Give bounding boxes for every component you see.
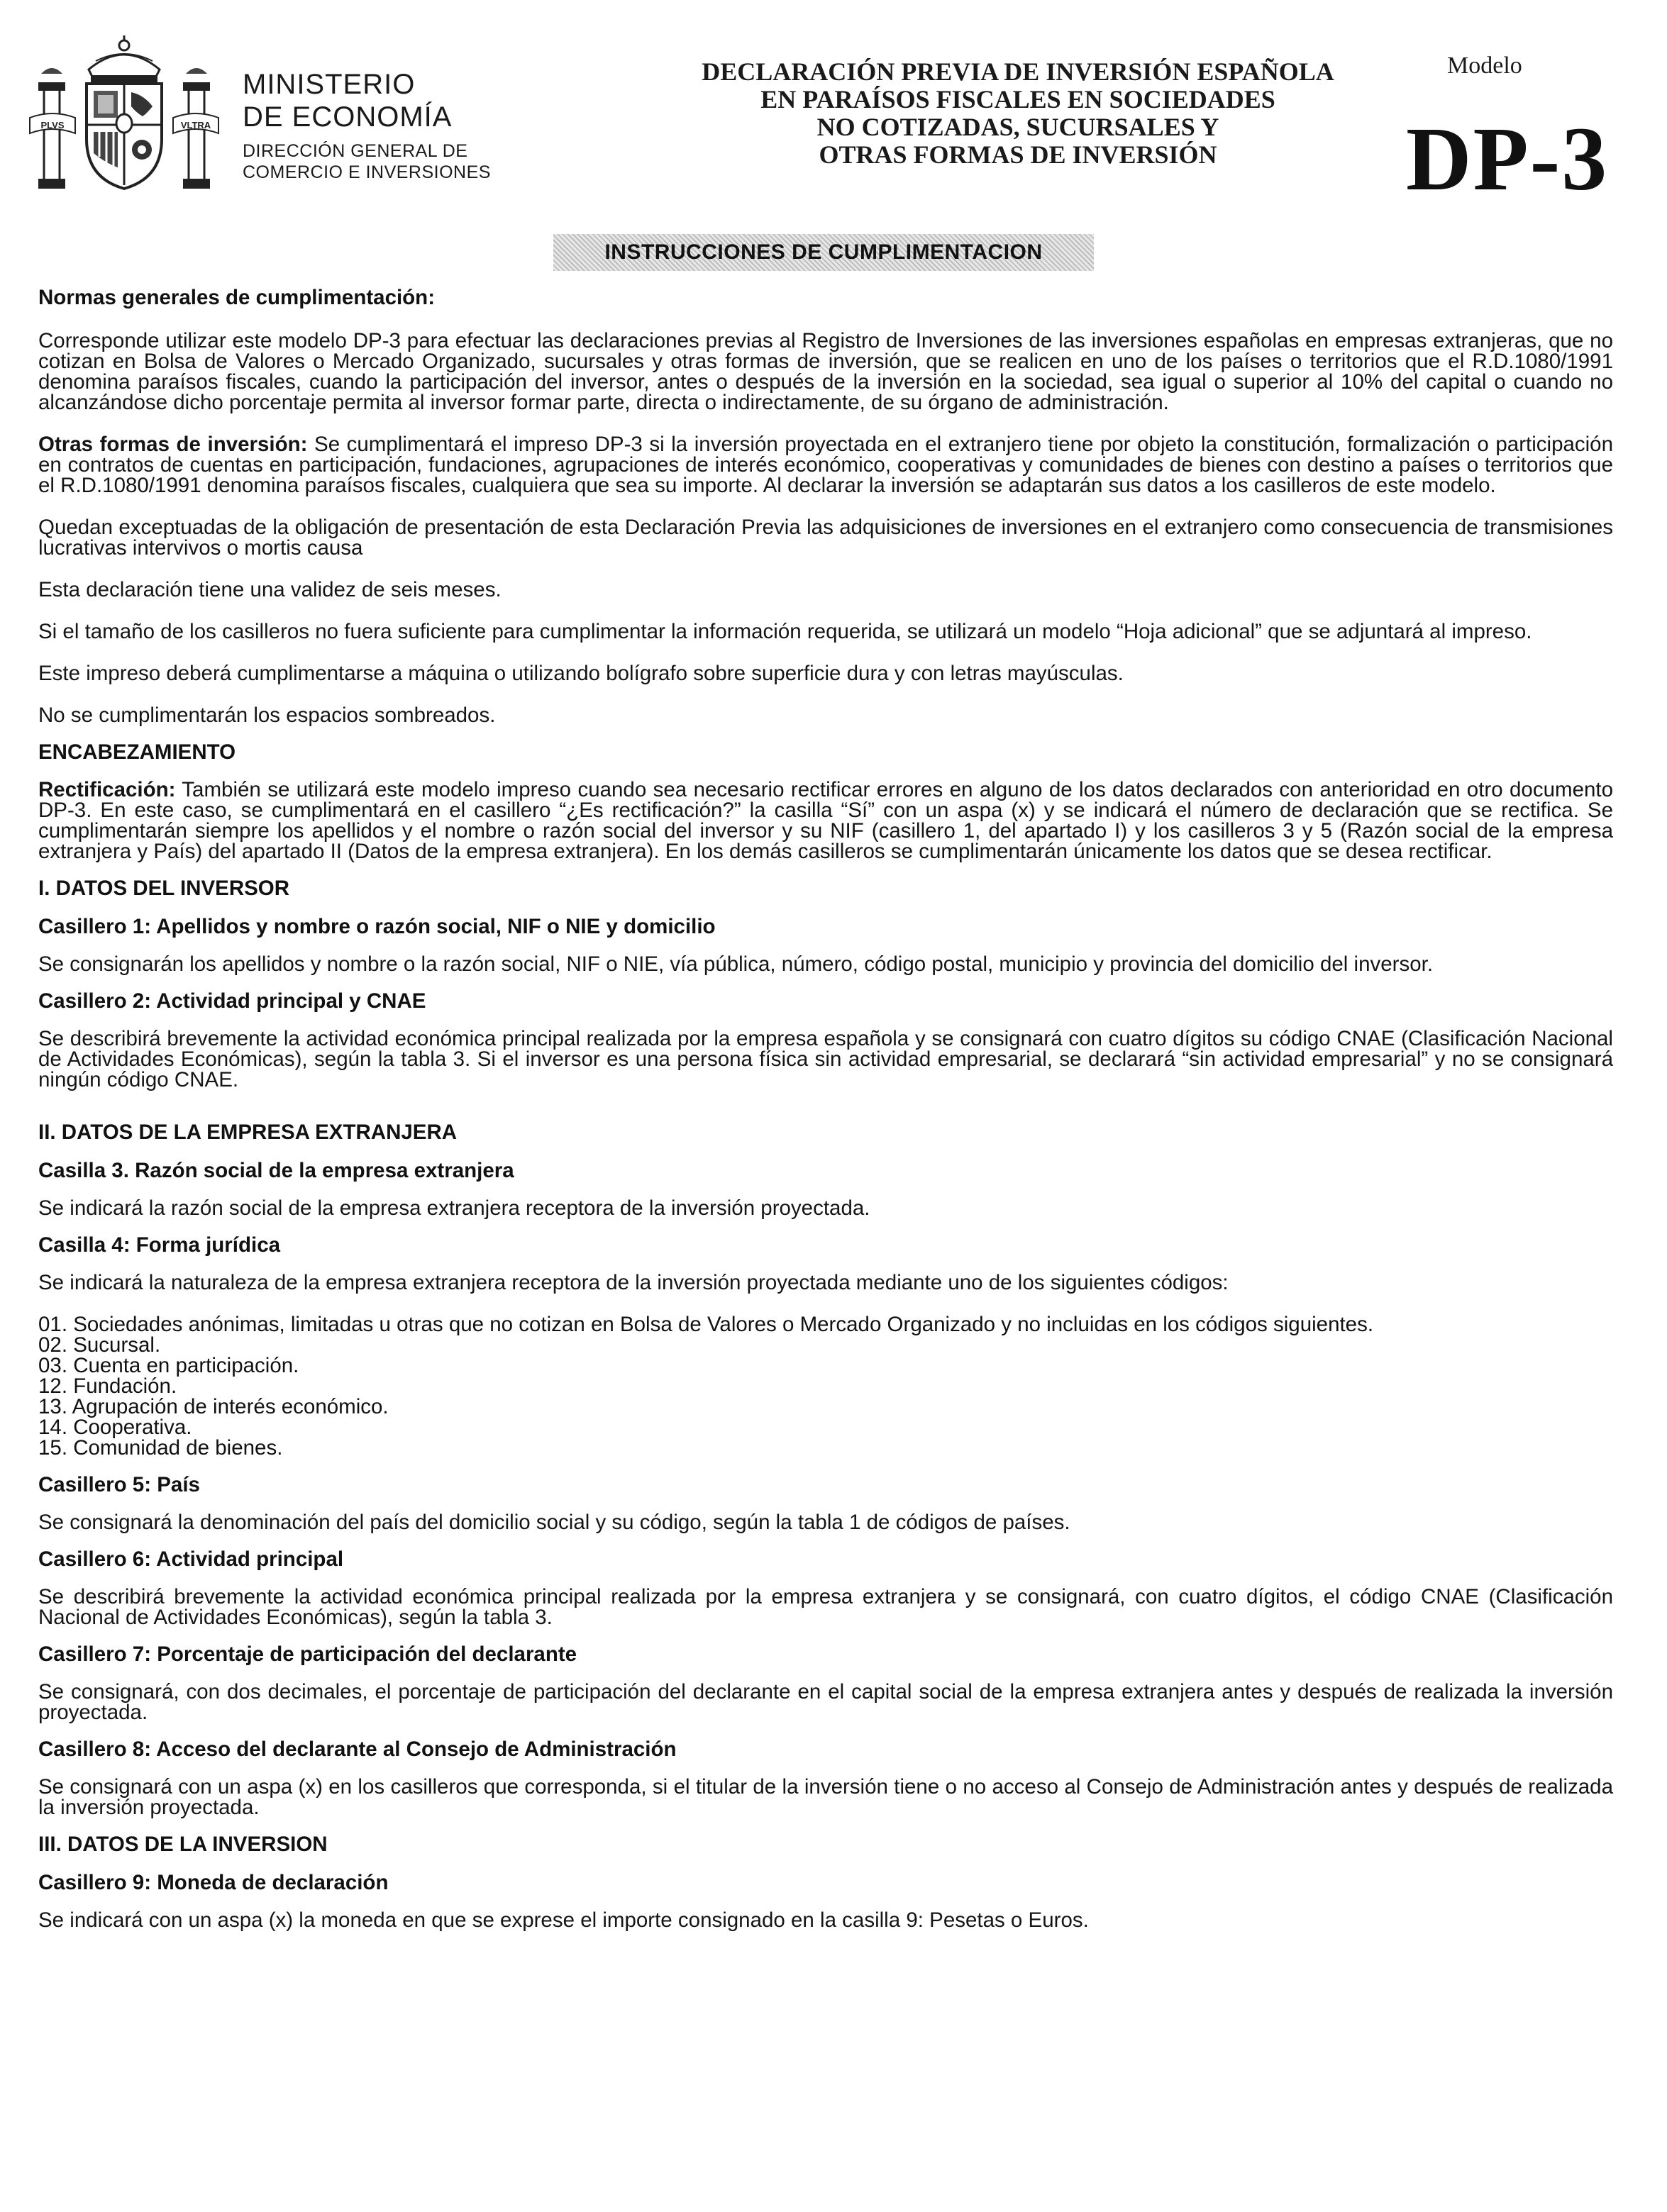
list-item: 13. Agrupación de interés económico. [38, 1395, 389, 1418]
section-2-heading: II. DATOS DE LA EMPRESA EXTRANJERA [38, 1121, 458, 1144]
modelo-label: Modelo [1447, 52, 1522, 79]
general-paragraph-2 [38, 434, 1613, 496]
casillero-6-text: Se describirá brevemente la actividad económica principal realizada por la empresa extranjera y se consignará, con cuatro dígitos, el código CNAE (Clasificación Nacional de Actividades Económicas), según la tabla 3. [38, 1585, 1613, 1629]
instructions-title: INSTRUCCIONES DE CUMPLIMENTACION [604, 240, 1043, 264]
general-paragraph-7: No se cumplimentarán los espacios sombreados. [38, 704, 496, 727]
modelo-code: DP-3 [1406, 109, 1609, 209]
section-1-heading: I. DATOS DEL INVERSOR [38, 877, 290, 900]
casilla-3-heading: Casilla 3. Razón social de la empresa extranjera [38, 1159, 514, 1182]
casillero-7-heading: Casillero 7: Porcentaje de participación del declarante [38, 1643, 577, 1666]
casillero-1-text: Se consignarán los apellidos y nombre o la razón social, NIF o NIE, vía pública, número, código postal, municipio y provincia del domicilio del inversor. [38, 952, 1434, 976]
ministry-line-2: DE ECONOMÍA [243, 101, 453, 133]
document-header [0, 0, 1667, 234]
legal-form-code-list [38, 1314, 1613, 1458]
casillero-1-heading: Casillero 1: Apellidos y nombre o razón social, NIF o NIE y domicilio [38, 915, 716, 938]
general-paragraph-1: Corresponde utilizar este modelo DP-3 para efectuar las declaraciones previas al Registro de Inversiones de las inversiones españolas en empresas extranjeras, que no cotizan en Bolsa de Valores o Mercado Organizado, sucursales y otras formas de inversión, que se realicen en uno de los países o territorios que el R.D.1080/1991 denomina paraísos fiscales, cuando la participación del inversor, antes o después de la inversión en la sociedad, sea igual o superior al 10% del capital o cuando no alcanzándose dicho porcentaje permita al inversor formar parte, directa o indirectamente, de su órgano de administración. [38, 329, 1613, 414]
casillero-8-heading: Casillero 8: Acceso del declarante al Consejo de Administración [38, 1738, 677, 1761]
document-title [560, 58, 1475, 169]
rectificacion-lead: Rectificación: [38, 778, 176, 801]
title-line: OTRAS FORMAS DE INVERSIÓN [819, 140, 1217, 169]
list-item: 03. Cuenta en participación. [38, 1354, 299, 1377]
directorate-line-2: COMERCIO E INVERSIONES [243, 162, 491, 182]
directorate-line-1: DIRECCIÓN GENERAL DE [243, 141, 468, 161]
list-item: 14. Cooperativa. [38, 1416, 192, 1439]
casillero-2-heading: Casillero 2: Actividad principal y CNAE [38, 989, 426, 1013]
other-forms-text: Se cumplimentará el impreso DP-3 si la inversión proyectada en el extranjero tiene por objeto la constitución, formalización o participación en contratos de cuentas en participación, fundaciones, agrupaciones de interés económico, cooperativas y comunidades de bienes con destino a países o territorios que el R.D.1080/1991 denomina paraísos fiscales, cualquiera que sea su importe. Al declarar la inversión se adaptarán sus datos a los casilleros de este modelo. [38, 433, 1613, 497]
title-line: NO COTIZADAS, SUCURSALES Y [816, 113, 1219, 141]
ministry-line-1: MINISTERIO [243, 69, 416, 100]
general-paragraph-3: Quedan exceptuadas de la obligación de presentación de esta Declaración Previa las adquisiciones de inversiones en el extranjero como consecuencia de transmisiones lucrativas intervivos o mortis causa [38, 516, 1613, 560]
banner-text-left: PLVS [40, 120, 65, 130]
casillero-2-text: Se describirá brevemente la actividad económica principal realizada por la empresa española y se consignará con cuatro dígitos su código CNAE (Clasificación Nacional de Actividades Económicas), según la tabla 3. Si el inversor es una persona física sin actividad empresarial, se declarará “sin actividad empresarial” y no se consignará ningún código CNAE. [38, 1027, 1613, 1091]
casilla-3-text: Se indicará la razón social de la empresa extranjera receptora de la inversión proyectada. [38, 1196, 870, 1220]
casillero-7-text: Se consignará, con dos decimales, el porcentaje de participación del declarante en el capital social de la empresa extranjera antes y después de realizada la inversión proyectada. [38, 1680, 1613, 1724]
casillero-8-text: Se consignará con un aspa (x) en los casilleros que corresponda, si el titular de la inversión tiene o no acceso al Consejo de Administración antes y después de realizada la inversión proyectada. [38, 1775, 1613, 1819]
title-line: EN PARAÍSOS FISCALES EN SOCIEDADES [760, 85, 1275, 113]
casilla-4-text: Se indicará la naturaleza de la empresa extranjera receptora de la inversión proyectada mediante uno de los siguientes códigos: [38, 1271, 1229, 1294]
other-forms-lead: Otras formas de inversión: [38, 433, 308, 456]
title-line: DECLARACIÓN PREVIA DE INVERSIÓN ESPAÑOLA [702, 57, 1334, 86]
list-item: 12. Fundación. [38, 1374, 177, 1398]
heading-encabezamiento: ENCABEZAMIENTO [38, 740, 236, 764]
casillero-9-text: Se indicará con un aspa (x) la moneda en que se exprese el importe consignado en la casilla 9: Pesetas o Euros. [38, 1908, 1089, 1932]
general-rules-heading: Normas generales de cumplimentación: [38, 286, 436, 309]
casillero-6-heading: Casillero 6: Actividad principal [38, 1547, 344, 1571]
ministry-block [243, 68, 526, 183]
section-3-heading: III. DATOS DE LA INVERSION [38, 1833, 328, 1856]
instructions-banner [553, 234, 1094, 271]
casilla-4-heading: Casilla 4: Forma jurídica [38, 1233, 281, 1257]
banner-text-right: VLTRA [180, 120, 211, 130]
list-item: 01. Sociedades anónimas, limitadas u otras que no cotizan en Bolsa de Valores o Mercado Organizado y no incluidas en los códigos siguientes. [38, 1313, 1374, 1336]
casillero-9-heading: Casillero 9: Moneda de declaración [38, 1871, 389, 1894]
casillero-5-text: Se consignará la denominación del país del domicilio social y su código, según la tabla 1 de códigos de países. [38, 1511, 1070, 1534]
coat-of-arms-icon [28, 33, 220, 196]
casillero-5-heading: Casillero 5: País [38, 1473, 200, 1496]
general-paragraph-5: Si el tamaño de los casilleros no fuera suficiente para cumplimentar la información requerida, se utilizará un modelo “Hoja adicional” que se adjuntará al impreso. [38, 620, 1532, 643]
general-paragraph-4: Esta declaración tiene una validez de seis meses. [38, 578, 502, 601]
instructions-body [38, 287, 1613, 1930]
general-paragraph-6: Este impreso deberá cumplimentarse a máquina o utilizando bolígrafo sobre superficie dura y con letras mayúsculas. [38, 662, 1124, 685]
rectificacion-paragraph [38, 779, 1613, 862]
rectificacion-text: También se utilizará este modelo impreso cuando sea necesario rectificar errores en alguno de los datos declarados con anterioridad en otro documento DP-3. En este caso, se cumplimentará en el casillero “¿Es rectificación?” la casilla “Sí” con un aspa (x) y se indicará el número de declaración que se rectifica. Se cumplimentarán siempre los apellidos y el nombre o razón social del inversor y su NIF (casillero 1, del apartado I) y los casilleros 3 y 5 (Razón social de la empresa extranjera y País) del apartado II (Datos de la empresa extranjera). En los demás casilleros se cumplimentarán únicamente los datos que se desea rectificar. [38, 778, 1613, 863]
list-item: 15. Comunidad de bienes. [38, 1436, 283, 1460]
list-item: 02. Sucursal. [38, 1333, 161, 1357]
